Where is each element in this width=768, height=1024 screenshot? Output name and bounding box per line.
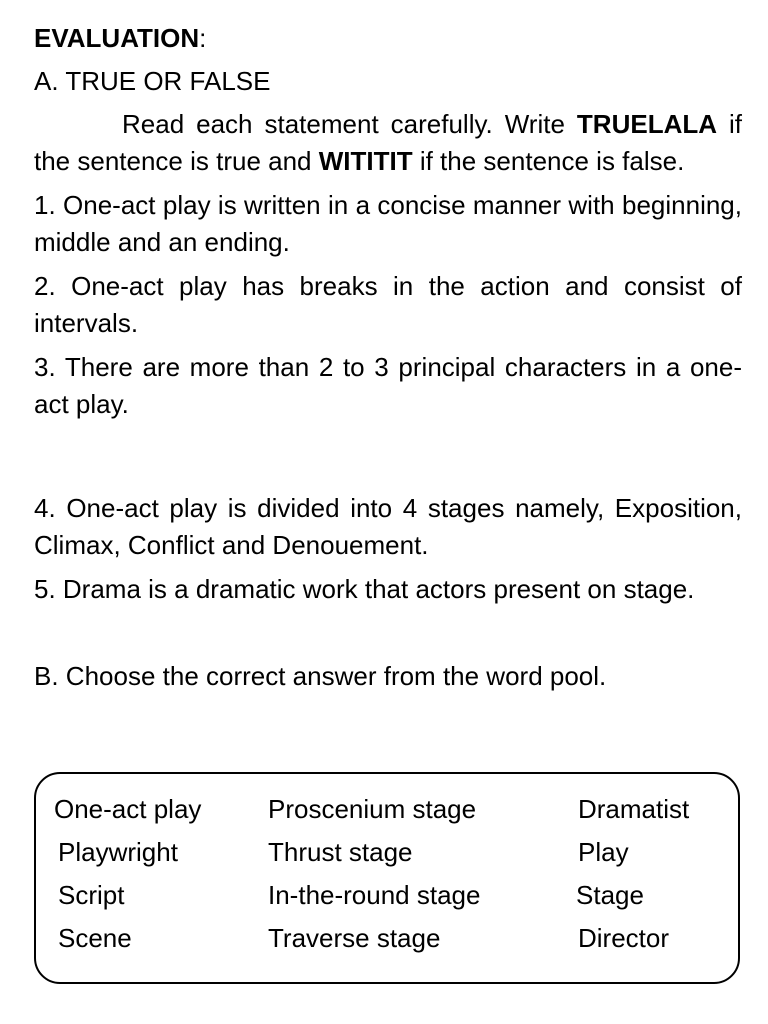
word-pool-item: Traverse stage [268,923,441,953]
word-pool-item: Play [578,837,629,867]
word-pool-item: Director [578,923,670,953]
instructions-text-3: if the sentence is false. [412,146,685,176]
evaluation-heading-text: EVALUATION [34,23,200,53]
evaluation-heading [34,20,742,57]
evaluation-heading-colon: : [199,23,207,53]
statement-item-2: 2. One-act play has breaks in the action and consist of intervals. [34,271,742,338]
word-pool-item: Stage [576,880,644,910]
instructions-false-word: WITITIT [318,146,413,176]
statement-item-4: 4. One-act play is divided into 4 stages namely, Exposition, Climax, Conflict and Denouement. [34,493,742,560]
word-pool-item: Dramatist [578,794,690,824]
statement-item-1: 1. One-act play is written in a concise manner with beginning, middle and an ending. [34,190,742,257]
spacer [34,423,742,483]
statement-item-3: 3. There are more than 2 to 3 principal characters in a one-act play. [34,352,742,419]
statement-item-5: 5. Drama is a dramatic work that actors present on stage. [34,574,695,604]
word-pool-item: Proscenium stage [268,794,477,824]
word-pool-item: Scene [58,923,132,953]
word-pool-item: Playwright [58,837,178,867]
instructions-true-word: TRUELALA [576,109,718,139]
instructions-text-2: if the sentence is true and [34,109,742,176]
instructions-text-1: Read each statement carefully. Write [122,109,577,139]
word-pool-item: One-act play [54,794,202,824]
section-a-instructions [34,106,742,180]
word-pool-item: Thrust stage [268,837,413,867]
word-pool-item: Script [58,880,125,910]
word-pool-item: In-the-round stage [268,880,481,910]
section-a-title: A. TRUE OR FALSE [34,66,271,96]
section-b-title: B. Choose the correct answer from the word pool. [34,661,607,691]
word-pool-box [34,772,740,984]
evaluation-page [34,20,742,695]
